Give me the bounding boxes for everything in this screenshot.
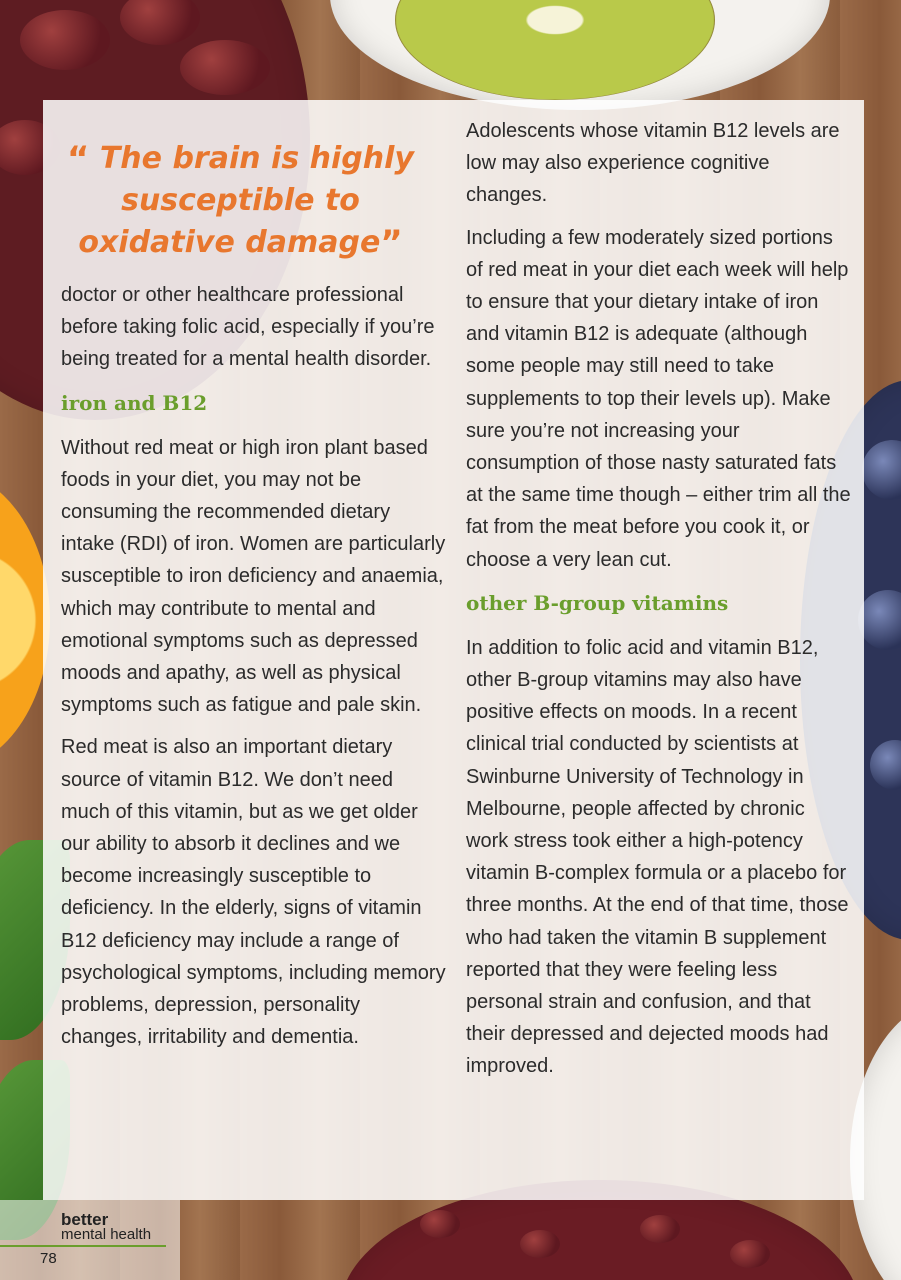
bean <box>730 1240 770 1268</box>
pull-quote-text-3: oxidative damage <box>78 225 381 260</box>
adolescents-paragraph: Adolescents whose vitamin B12 levels are low may also experience cognitive changes. <box>466 120 840 207</box>
bean <box>520 1230 560 1258</box>
pull-quote-line-3 <box>48 222 433 264</box>
open-quote-mark: “ <box>67 139 90 179</box>
red-meat-paragraph: Including a few moderately sized portions of red meat in your diet each week will help to ensure that your dietary intake of iron and vitamin B12 is adequate (although some people may still need to take supplements to top their levels up). Make sure you’re not increasing your consumption of those nasty saturated fats at the same time though – either trim all the fat from the meat before you cook it, or choose a very lean cut. <box>466 226 851 571</box>
iron-paragraph: Without red meat or high iron plant based foods in your diet, you may not be consuming the recommended dietary intake (RDI) of iron. Women are particularly susceptible to iron deficiency and anaemia, which may contribute to mental and emotional symptoms such as depressed moods and apathy, as well as physical symptoms such as fatigue and pale skin. <box>61 436 446 717</box>
pull-quote-line-1 <box>48 138 433 180</box>
brand-divider <box>0 1245 166 1247</box>
bean <box>180 40 270 95</box>
right-column <box>466 115 851 1093</box>
brand-line-2: mental health <box>61 1226 152 1243</box>
section-heading-iron-b12: iron and B12 <box>61 390 208 415</box>
brand-line-1: better <box>61 1210 109 1229</box>
left-column <box>61 279 446 1063</box>
page-number: 78 <box>40 1250 57 1267</box>
bean <box>420 1210 460 1238</box>
bean <box>640 1215 680 1243</box>
section-heading-b-group: other B-group vitamins <box>466 590 729 615</box>
bean <box>20 10 110 70</box>
brand-logo <box>61 1212 151 1242</box>
intro-paragraph: doctor or other healthcare professional before taking folic acid, especially if you’re being treated for a mental health disorder. <box>61 284 435 371</box>
b12-paragraph: Red meat is also an important dietary source of vitamin B12. We don’t need much of this vitamin, but as we get older our ability to absorb it declines and we become increasingly susceptible to deficiency. In the elderly, signs of vitamin B12 deficiency may include a range of psychological symptoms, including memory problems, depression, personality changes, irritability and dementia. <box>61 736 446 1049</box>
pull-quote <box>48 138 433 264</box>
close-quote-mark: ” <box>380 223 403 263</box>
pull-quote-line-2: susceptible to <box>121 183 360 218</box>
pull-quote-text-1: The brain is highly <box>99 141 414 176</box>
b-group-paragraph: In addition to folic acid and vitamin B12, other B-group vitamins may also have positive effects on moods. In a recent clinical trial conducted by scientists at Swinburne University of Technology in Melbourne, people affected by chronic work stress took either a high-potency vitamin B-complex formula or a placebo for three months. At the end of that time, those who had taken the vitamin B supplement reported that they were feeling less personal strain and confusion, and that their depressed and dejected moods had improved. <box>466 636 849 1078</box>
